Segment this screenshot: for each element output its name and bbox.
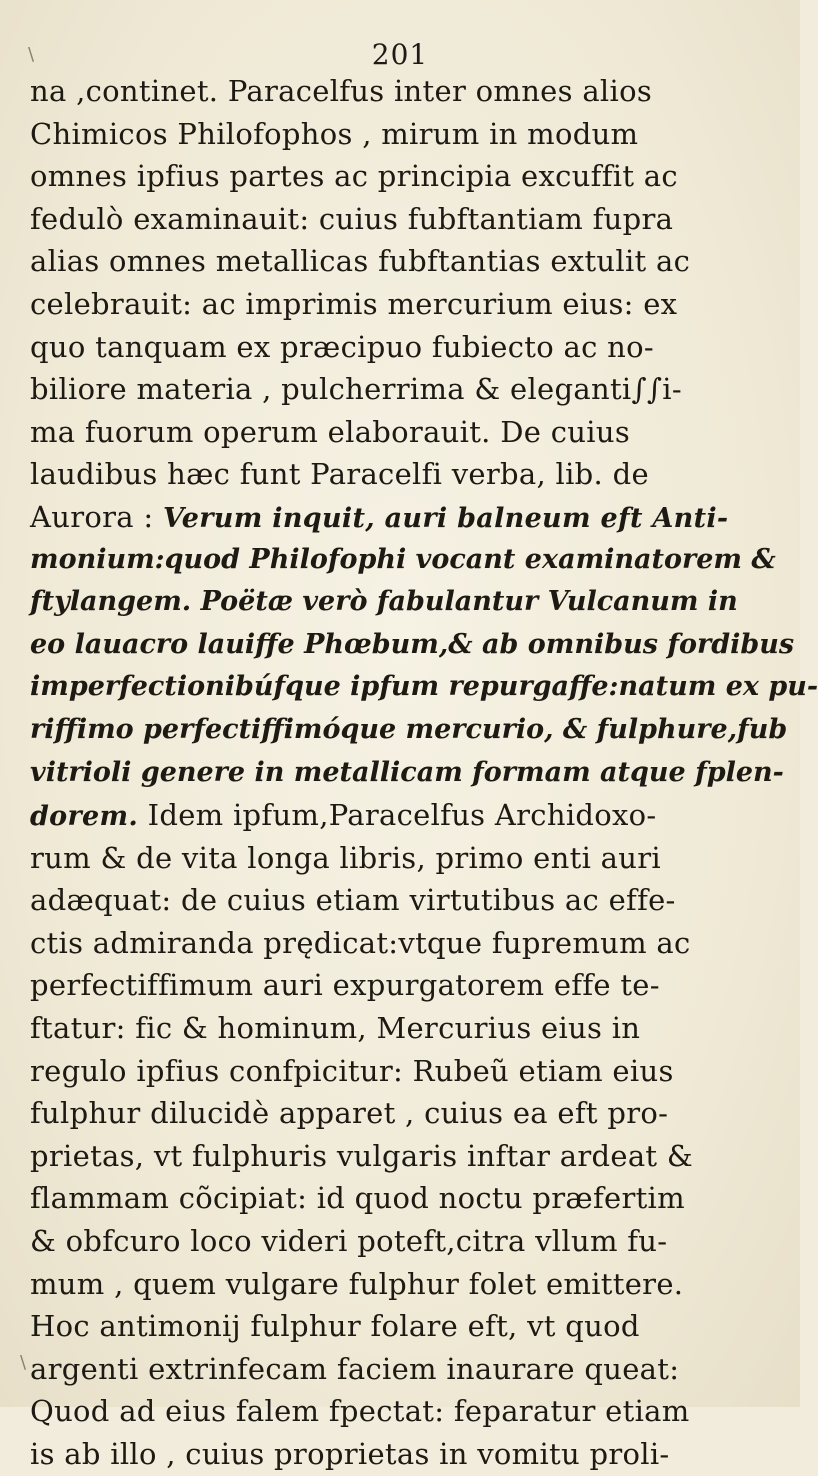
quotation-line: imperfectionibúfque ipfum repurgaffe:natum ex pu- (30, 671, 818, 703)
quotation-line: ftylangem. Poëtæ verò fabulantur Vulcanum in (30, 586, 738, 618)
text-line: laudibus hæc funt Paracelfi verba, lib. de (30, 457, 649, 492)
text-line: argenti extrinfecam faciem inaurare queat: (30, 1351, 680, 1386)
text-line: celebrauit: ac imprimis mercurium eius: ex (30, 286, 678, 321)
text-line: biliore materia , pulcherrima & eleganti∫∫i- (30, 372, 682, 407)
text-line: Chimicos Philofophos , mirum in modum (30, 116, 639, 151)
text-line: alias omnes metallicas fubftantias extulit ac (30, 244, 691, 279)
text-line: regulo ipfius confpicitur: Rubeũ etiam eius (30, 1053, 674, 1088)
quotation-line: riffimo perfectiffimóque mercurio, & fulphure,fub (30, 713, 788, 745)
text-line: rum & de vita longa libris, primo enti auri (30, 840, 661, 875)
text-line: ma fuorum operum elaborauit. De cuius (30, 414, 631, 449)
margin-tick-mark: \ (20, 1352, 27, 1373)
text-line: na ,continet. Paracelfus inter omnes alios (30, 74, 653, 108)
quotation-end: dorem. (30, 801, 139, 833)
margin-tick-mark: \ (28, 44, 35, 65)
text-segment-roman: Idem ipfum,Paracelfus Archidoxo- (138, 798, 657, 833)
body-text (30, 70, 818, 1476)
text-line: ftatur: fic & hominum, Mercurius eius in (30, 1011, 641, 1046)
page-number: 201 (371, 38, 429, 71)
text-line: ctis admiranda prędicat:vtque fupremum ac (30, 925, 691, 960)
text-line: fulphur dilucidè apparet , cuius ea eft pro- (30, 1096, 669, 1131)
text-line: mum , quem vulgare fulphur folet emittere. (30, 1266, 684, 1301)
text-line: prietas, vt fulphuris vulgaris inftar ardeat & (30, 1138, 694, 1173)
text-line: fedulò examinauit: cuius fubftantiam fupra (30, 201, 674, 236)
text-line-mixed (30, 794, 790, 837)
text-line: quo tanquam ex præcipuo fubiecto ac no- (30, 329, 655, 364)
text-line: & obfcuro loco videri poteft,citra vllum fu- (30, 1224, 668, 1259)
text-line: perfectiffimum auri expurgatorem effe te- (30, 968, 660, 1003)
text-line: Hoc antimonij fulphur folare eft, vt quod (30, 1309, 640, 1344)
text-line: adæquat: de cuius etiam virtutibus ac effe- (30, 883, 676, 918)
quotation-line: vitrioli genere in metallicam formam atque fplen- (30, 756, 784, 788)
text-line: Quod ad eius falem fpectat: feparatur etiam (30, 1394, 690, 1429)
quotation-line: eo lauacro lauiffe Phœbum,& ab omnibus fordibus (30, 628, 795, 660)
text-line-mixed (30, 496, 790, 539)
text-segment-roman: Aurora : (30, 499, 164, 534)
text-line: flammam cõcipiat: id quod noctu præfertim (30, 1181, 685, 1216)
text-line: is ab illo , cuius proprietas in vomitu proli- (30, 1437, 670, 1471)
quotation-start: Verum inquit, auri balneum eft Anti- (163, 502, 729, 534)
quotation-line: monium:quod Philofophi vocant examinatorem & (30, 543, 776, 575)
text-line: omnes ipfius partes ac principia excuffit ac (30, 159, 678, 194)
